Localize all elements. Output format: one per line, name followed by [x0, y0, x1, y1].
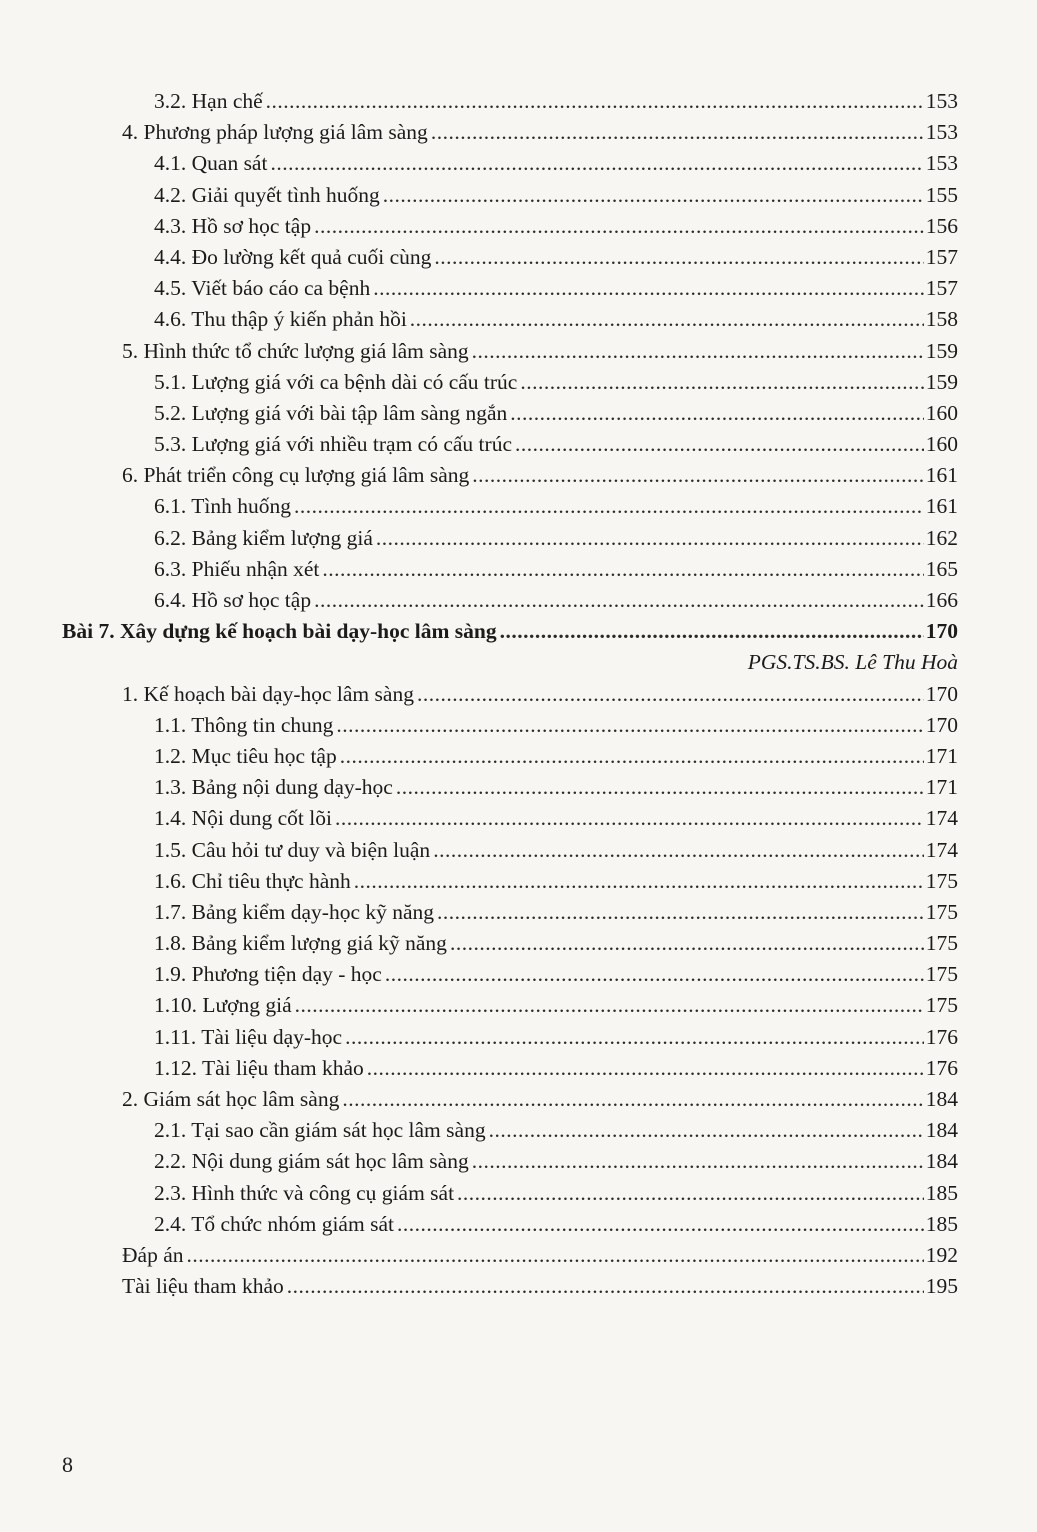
toc-entry-title: 6.2. Bảng kiểm lượng giá — [154, 525, 373, 550]
dot-leader — [340, 741, 924, 772]
dot-leader — [335, 803, 924, 834]
dot-leader — [417, 679, 924, 710]
toc-entry-page: 170 — [925, 712, 958, 737]
toc-entry-page: 156 — [925, 213, 958, 238]
toc-entry — [62, 86, 958, 117]
dot-leader — [367, 1053, 924, 1084]
dot-leader — [434, 242, 923, 273]
toc-entry-page: 160 — [925, 400, 958, 425]
chapter-title: Bài 7. Xây dựng kế hoạch bài dạy-học lâm sàng — [62, 619, 497, 644]
toc-entry-page: 171 — [925, 775, 958, 800]
toc-entry-page: 175 — [925, 962, 958, 987]
dot-leader — [520, 367, 923, 398]
toc-entry — [62, 460, 958, 491]
toc-entry — [62, 180, 958, 211]
toc-entry-title: 6.4. Hồ sơ học tập — [154, 588, 312, 612]
toc-entry-title: 1.9. Phương tiện dạy - học — [154, 962, 382, 987]
dot-leader — [294, 491, 924, 522]
toc-entry — [62, 336, 958, 367]
dot-leader — [472, 336, 924, 367]
toc-entry — [62, 1022, 958, 1053]
toc-entry-title: 5.2. Lượng giá với bài tập lâm sàng ngắn — [154, 400, 508, 425]
dot-leader — [373, 273, 924, 304]
toc-entry-page: 170 — [925, 681, 958, 706]
toc-entry — [62, 523, 958, 554]
dot-leader — [397, 1209, 924, 1240]
toc-entry-page: 159 — [925, 338, 958, 363]
dot-leader — [187, 1240, 924, 1271]
toc-entry-title: 4.6. Thu thập ý kiến phản hồi — [154, 307, 407, 332]
toc-entry-title: 4.2. Giải quyết tình huống — [154, 182, 380, 207]
toc-entry-title: 4. Phương pháp lượng giá lâm sàng — [122, 120, 428, 145]
toc-entry-page: 184 — [925, 1118, 958, 1143]
toc-entry-title: 1.11. Tài liệu dạy-học — [154, 1024, 343, 1049]
dot-leader — [266, 86, 924, 117]
toc-entry-title: 1.3. Bảng nội dung dạy-học — [154, 775, 393, 800]
dot-leader — [314, 585, 924, 616]
toc-entry — [62, 1115, 958, 1146]
dot-leader — [345, 1022, 924, 1053]
toc-entry-page: 185 — [925, 1211, 958, 1236]
toc-entry-page: 161 — [925, 463, 958, 488]
toc-entry — [62, 1209, 958, 1240]
dot-leader — [472, 460, 924, 491]
toc-entry — [62, 1240, 958, 1271]
toc-entry — [62, 304, 958, 335]
dot-leader — [295, 990, 924, 1021]
toc-entry — [62, 772, 958, 803]
toc-entry — [62, 803, 958, 834]
toc-entry-title: 1.7. Bảng kiểm dạy-học kỹ năng — [154, 899, 435, 924]
dot-leader — [515, 429, 924, 460]
toc-entry-page: 157 — [925, 244, 958, 269]
toc-entry-title: 6.3. Phiếu nhận xét — [154, 556, 320, 581]
toc-entry-title: 2.2. Nội dung giám sát học lâm sàng — [154, 1149, 469, 1174]
dot-leader — [336, 710, 923, 741]
toc-entry — [62, 211, 958, 242]
toc-entry — [62, 1178, 958, 1209]
toc-entry-page: 175 — [925, 868, 958, 893]
toc-entry-title: 6. Phát triển công cụ lượng giá lâm sàng — [122, 463, 470, 488]
toc-entry-title: 1.1. Thông tin chung — [154, 712, 334, 737]
toc-entry — [62, 835, 958, 866]
toc-entry-page: 174 — [925, 806, 958, 831]
toc-entry-page: 185 — [925, 1180, 958, 1205]
dot-leader — [376, 523, 924, 554]
toc-entry — [62, 491, 958, 522]
dot-leader — [410, 304, 924, 335]
toc-entry-title: 1.2. Mục tiêu học tập — [154, 743, 337, 768]
table-of-contents — [62, 86, 958, 1302]
toc-entry-title: 2. Giám sát học lâm sàng — [122, 1087, 340, 1111]
toc-entry-page: 155 — [925, 182, 958, 207]
toc-entry-title: 4.4. Đo lường kết quả cuối cùng — [154, 244, 432, 269]
toc-entry — [62, 710, 958, 741]
toc-entry-page: 192 — [925, 1242, 958, 1267]
toc-entry-page: 159 — [925, 369, 958, 394]
toc-entry — [62, 990, 958, 1021]
page-number: 8 — [62, 1452, 73, 1477]
toc-entry-page: 175 — [925, 993, 958, 1018]
toc-chapter-entry — [62, 616, 958, 647]
chapter-page: 170 — [925, 619, 958, 644]
toc-entry-title: 2.1. Tại sao cần giám sát học lâm sàng — [154, 1118, 486, 1143]
toc-entry-title: 1.10. Lượng giá — [154, 993, 292, 1018]
dot-leader — [431, 117, 924, 148]
toc-entry — [62, 148, 958, 179]
toc-entry-title: 6.1. Tình huống — [154, 494, 291, 519]
toc-entry-title: 3.2. Hạn chế — [154, 89, 263, 113]
toc-entry — [62, 117, 958, 148]
toc-entry — [62, 1053, 958, 1084]
toc-entries-part2 — [62, 679, 958, 1303]
toc-entry — [62, 959, 958, 990]
toc-entry-page: 174 — [925, 837, 958, 862]
toc-entry — [62, 741, 958, 772]
toc-entry — [62, 866, 958, 897]
toc-entry-page: 175 — [925, 931, 958, 956]
chapter-author: PGS.TS.BS. Lê Thu Hoà — [747, 650, 958, 675]
toc-entry-page: 160 — [925, 432, 958, 457]
toc-entry-title: 1.4. Nội dung cốt lõi — [154, 806, 332, 831]
toc-entry — [62, 398, 958, 429]
dot-leader — [472, 1146, 924, 1177]
toc-entry-page: 175 — [925, 899, 958, 924]
dot-leader — [270, 148, 923, 179]
toc-entry-title: 4.3. Hồ sơ học tập — [154, 213, 312, 238]
toc-entry-title: 5.3. Lượng giá với nhiều trạm có cấu trúc — [154, 432, 512, 457]
toc-entry-page: 153 — [925, 120, 958, 145]
dot-leader — [383, 180, 924, 211]
toc-entry — [62, 273, 958, 304]
dot-leader — [510, 398, 924, 429]
toc-entry-title: 1.6. Chỉ tiêu thực hành — [154, 868, 351, 893]
toc-entry-title: 5.1. Lượng giá với ca bệnh dài có cấu trúc — [154, 369, 518, 394]
dot-leader — [342, 1084, 923, 1115]
toc-entry — [62, 1084, 958, 1115]
toc-entries-part1 — [62, 86, 958, 616]
toc-entry-title: 1. Kế hoạch bài dạy-học lâm sàng — [122, 681, 414, 706]
toc-entry-page: 153 — [925, 89, 958, 113]
dot-leader — [354, 866, 924, 897]
toc-entry-title: 1.5. Câu hỏi tư duy và biện luận — [154, 837, 431, 862]
toc-entry-page: 165 — [925, 556, 958, 581]
toc-entry-title: Tài liệu tham khảo — [122, 1274, 284, 1299]
toc-entry — [62, 367, 958, 398]
toc-entry-title: 2.4. Tổ chức nhóm giám sát — [154, 1211, 394, 1236]
dot-leader — [433, 835, 924, 866]
toc-entry — [62, 242, 958, 273]
dot-leader — [322, 554, 923, 585]
dot-leader — [314, 211, 924, 242]
dot-leader — [287, 1271, 924, 1302]
toc-entry-page: 158 — [925, 307, 958, 332]
toc-entry-title: 5. Hình thức tổ chức lượng giá lâm sàng — [122, 338, 469, 363]
toc-entry-title: Đáp án — [122, 1242, 184, 1267]
toc-entry — [62, 585, 958, 616]
toc-entry-page: 195 — [925, 1274, 958, 1299]
toc-entry — [62, 554, 958, 585]
toc-entry-page: 157 — [925, 276, 958, 301]
toc-entry — [62, 679, 958, 710]
toc-entry-page: 162 — [925, 525, 958, 550]
dot-leader — [450, 928, 924, 959]
toc-entry-title: 2.3. Hình thức và công cụ giám sát — [154, 1180, 455, 1205]
toc-entry-title: 1.8. Bảng kiểm lượng giá kỹ năng — [154, 931, 447, 956]
toc-entry-title: 4.5. Viết báo cáo ca bệnh — [154, 276, 371, 301]
toc-entry-page: 184 — [925, 1087, 958, 1111]
dot-leader — [489, 1115, 924, 1146]
toc-entry — [62, 429, 958, 460]
toc-entry-page: 171 — [925, 743, 958, 768]
toc-entry-page: 176 — [925, 1024, 958, 1049]
toc-entry — [62, 1146, 958, 1177]
toc-entry — [62, 928, 958, 959]
toc-entry-page: 176 — [925, 1055, 958, 1080]
toc-entry-page: 166 — [925, 588, 958, 612]
dot-leader — [385, 959, 924, 990]
dot-leader — [500, 616, 924, 647]
toc-entry-page: 153 — [925, 151, 958, 176]
toc-entry-title: 4.1. Quan sát — [154, 151, 268, 176]
toc-entry-page: 161 — [925, 494, 958, 519]
toc-entry-page: 184 — [925, 1149, 958, 1174]
dot-leader — [396, 772, 924, 803]
toc-entry — [62, 1271, 958, 1302]
toc-entry-title: 1.12. Tài liệu tham khảo — [154, 1055, 364, 1080]
dot-leader — [457, 1178, 924, 1209]
dot-leader — [437, 897, 924, 928]
toc-entry — [62, 897, 958, 928]
